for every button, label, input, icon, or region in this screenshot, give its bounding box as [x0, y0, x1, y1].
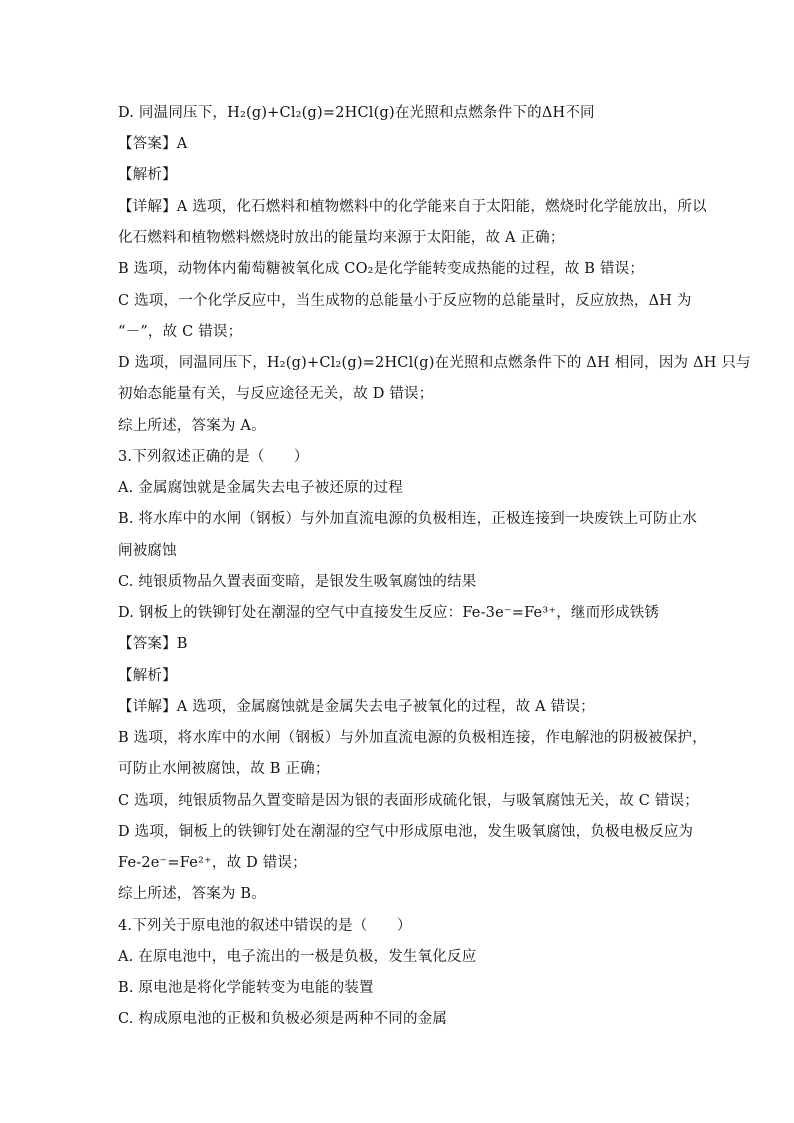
q3-option-b-line-2: 闸被腐蚀	[118, 543, 177, 559]
q4-option-a: A. 在原电池中，电子流出的一极是负极，发生氧化反应	[118, 949, 477, 965]
q3-analysis-heading: 【解析】	[118, 668, 177, 684]
q4-option-c: C. 构成原电池的正极和负极必须是两种不同的金属	[118, 1011, 448, 1027]
q2-conclusion: 综上所述，答案为 A。	[118, 418, 266, 434]
q2-detail-line-1: 【详解】A 选项，化石燃料和植物燃料中的化学能来自于太阳能，燃烧时化学能放出，所以	[118, 199, 707, 215]
q3-detail-line-5: D 选项，铜板上的铁铆钉处在潮湿的空气中形成原电池，发生吸氧腐蚀，负极电极反应为	[118, 824, 694, 840]
q2-detail-line-3: B 选项，动物体内葡萄糖被氧化成 CO₂是化学能转变成热能的过程，故 B 错误；	[118, 261, 645, 277]
q2-option-d: D. 同温同压下，H₂(g)+Cl₂(g)=2HCl(g)在光照和点燃条件下的ΔH不同	[118, 105, 595, 121]
q4-stem: 4.下列关于原电池的叙述中错误的是（ ）	[118, 918, 412, 934]
q2-analysis-heading: 【解析】	[118, 167, 177, 183]
q3-detail-line-3: 可防止水闸被腐蚀，故 B 正确；	[118, 761, 330, 777]
q3-detail-line-1: 【详解】A 选项，金属腐蚀就是金属失去电子被氧化的过程，故 A 错误；	[118, 699, 595, 715]
q3-answer: 【答案】B	[118, 636, 188, 652]
q3-option-b-line-1: B. 将水库中的水闸（钢板）与外加直流电源的负极相连，正极连接到一块废铁上可防止水	[118, 511, 698, 527]
q3-stem: 3.下列叙述正确的是（ ）	[118, 449, 309, 465]
q3-conclusion: 综上所述，答案为 B。	[118, 886, 266, 902]
q2-detail-line-7: 初始态能量有关，与反应途径无关，故 D 错误；	[118, 386, 434, 402]
q3-option-d: D. 钢板上的铁铆钉处在潮湿的空气中直接发生反应：Fe-3e⁻=Fe³⁺，继而形成铁锈	[118, 605, 660, 621]
q2-detail-line-4: C 选项，一个化学反应中，当生成物的总能量小于反应物的总能量时，反应放热，ΔH 为	[118, 293, 692, 309]
q2-detail-line-2: 化石燃料和植物燃料燃烧时放出的能量均来源于太阳能，故 A 正确；	[118, 230, 565, 246]
q3-option-a: A. 金属腐蚀就是金属失去电子被还原的过程	[118, 480, 403, 496]
q3-detail-line-2: B 选项，将水库中的水闸（钢板）与外加直流电源的负极相连接，作电解池的阴极被保护，	[118, 730, 707, 746]
q3-option-c: C. 纯银质物品久置表面变暗，是银发生吸氧腐蚀的结果	[118, 574, 477, 590]
q4-option-b: B. 原电池是将化学能转变为电能的装置	[118, 980, 374, 996]
q3-detail-line-6: Fe-2e⁻=Fe²⁺，故 D 错误；	[118, 855, 307, 871]
q2-detail-line-6: D 选项，同温同压下，H₂(g)+Cl₂(g)=2HCl(g)在光照和点燃条件下的 ΔH 相同，因为 ΔH 只与	[118, 355, 751, 371]
q2-detail-line-5: “－”，故 C 错误；	[118, 324, 243, 340]
q2-answer: 【答案】A	[118, 136, 188, 152]
q3-detail-line-4: C 选项，纯银质物品久置变暗是因为银的表面形成硫化银，与吸氧腐蚀无关，故 C 错误；	[118, 793, 699, 809]
